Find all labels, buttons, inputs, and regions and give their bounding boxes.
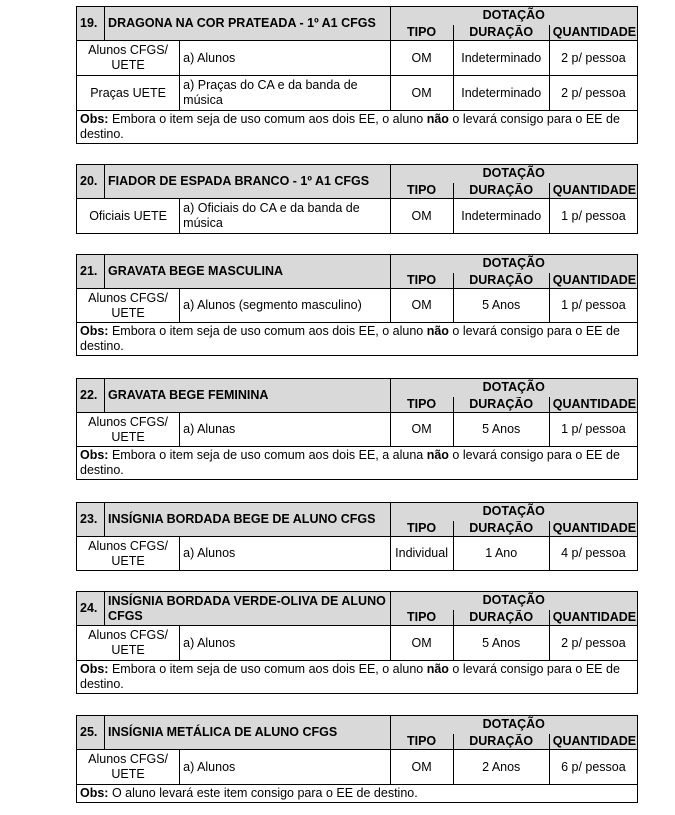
quantidade-header: QUANTIDADE — [549, 521, 637, 537]
duracao-header: DURAÇÃO — [453, 734, 549, 750]
obs-cell — [77, 111, 638, 144]
item-table — [76, 715, 638, 803]
quantidade-header: QUANTIDADE — [549, 610, 637, 626]
quantidade-cell: 1 p/ pessoa — [549, 413, 637, 447]
table-row — [77, 289, 638, 323]
duracao-cell: 2 Anos — [453, 750, 549, 785]
table-row — [77, 750, 638, 785]
obs-row — [77, 111, 638, 144]
dotacao-header: DOTAÇÃO — [390, 165, 637, 183]
tipo-cell: Individual — [390, 537, 453, 571]
quantidade-cell: 2 p/ pessoa — [549, 41, 637, 76]
header-row — [77, 592, 638, 610]
obs-text-end: o levará consigo para o EE de destino. — [80, 662, 620, 691]
item-number: 20. — [77, 165, 105, 199]
tipo-header: TIPO — [390, 734, 453, 750]
beneficiary-cell: Oficiais UETE — [77, 199, 180, 234]
item-table — [76, 6, 638, 144]
obs-label: Obs: — [80, 662, 109, 676]
dotacao-header: DOTAÇÃO — [390, 592, 637, 610]
header-row — [77, 7, 638, 25]
item-title: FIADOR DE ESPADA BRANCO - 1º A1 CFGS — [105, 165, 390, 199]
quantidade-header: QUANTIDADE — [549, 397, 637, 413]
table-row — [77, 199, 638, 234]
quantidade-cell: 1 p/ pessoa — [549, 199, 637, 234]
beneficiary-cell: Alunos CFGS/ UETE — [77, 41, 180, 76]
obs-cell — [77, 661, 638, 694]
quantidade-cell: 2 p/ pessoa — [549, 76, 637, 111]
dotacao-header: DOTAÇÃO — [390, 379, 637, 397]
beneficiary-cell: Praças UETE — [77, 76, 180, 111]
header-row — [77, 716, 638, 734]
obs-row — [77, 323, 638, 356]
item-title: INSÍGNIA BORDADA VERDE-OLIVA DE ALUNO CFGS — [105, 592, 390, 626]
dotacao-header: DOTAÇÃO — [390, 716, 637, 734]
tipo-cell: OM — [390, 199, 453, 234]
obs-label: Obs: — [80, 786, 109, 800]
obs-row — [77, 447, 638, 480]
description-cell: a) Praças do CA e da banda de música — [180, 76, 390, 111]
tipo-cell: OM — [390, 626, 453, 661]
duracao-cell: Indeterminado — [453, 199, 549, 234]
quantidade-header: QUANTIDADE — [549, 183, 637, 199]
obs-emphasis: não — [426, 448, 449, 462]
header-row — [77, 379, 638, 397]
quantidade-header: QUANTIDADE — [549, 273, 637, 289]
tipo-header: TIPO — [390, 25, 453, 41]
item-table — [76, 591, 638, 694]
table-row — [77, 41, 638, 76]
beneficiary-cell: Alunos CFGS/ UETE — [77, 750, 180, 785]
description-cell: a) Alunos — [180, 537, 390, 571]
description-cell: a) Alunos — [180, 626, 390, 661]
header-row — [77, 503, 638, 521]
obs-row — [77, 661, 638, 694]
item-title: GRAVATA BEGE MASCULINA — [105, 255, 390, 289]
quantidade-header: QUANTIDADE — [549, 734, 637, 750]
obs-emphasis: não — [426, 662, 449, 676]
duracao-header: DURAÇÃO — [453, 397, 549, 413]
obs-text-end: o levará consigo para o EE de destino. — [80, 324, 620, 353]
tipo-header: TIPO — [390, 610, 453, 626]
description-cell: a) Alunos — [180, 750, 390, 785]
tipo-cell: OM — [390, 413, 453, 447]
obs-text: O aluno levará este item consigo para o EE de destino. — [108, 786, 418, 800]
beneficiary-cell: Alunos CFGS/ UETE — [77, 413, 180, 447]
item-title: GRAVATA BEGE FEMININA — [105, 379, 390, 413]
obs-row — [77, 785, 638, 803]
tipo-header: TIPO — [390, 273, 453, 289]
quantidade-cell: 2 p/ pessoa — [549, 626, 637, 661]
item-number: 21. — [77, 255, 105, 289]
description-cell: a) Alunas — [180, 413, 390, 447]
beneficiary-cell: Alunos CFGS/ UETE — [77, 289, 180, 323]
table-row — [77, 537, 638, 571]
quantidade-cell: 1 p/ pessoa — [549, 289, 637, 323]
description-cell: a) Alunos (segmento masculino) — [180, 289, 390, 323]
tipo-header: TIPO — [390, 521, 453, 537]
obs-text: Embora o item seja de uso comum aos dois EE, a aluna — [108, 448, 427, 462]
duracao-header: DURAÇÃO — [453, 610, 549, 626]
obs-label: Obs: — [80, 324, 109, 338]
dotacao-header: DOTAÇÃO — [390, 503, 637, 521]
obs-text: Embora o item seja de uso comum aos dois EE, o aluno — [108, 324, 427, 338]
duracao-cell: 5 Anos — [453, 413, 549, 447]
tipo-cell: OM — [390, 76, 453, 111]
obs-cell — [77, 785, 638, 803]
obs-text-end: o levará consigo para o EE de destino. — [80, 112, 620, 141]
obs-cell — [77, 323, 638, 356]
header-row — [77, 255, 638, 273]
obs-emphasis: não — [426, 324, 449, 338]
item-title: INSÍGNIA METÁLICA DE ALUNO CFGS — [105, 716, 390, 750]
quantidade-cell: 4 p/ pessoa — [549, 537, 637, 571]
table-row — [77, 413, 638, 447]
quantidade-cell: 6 p/ pessoa — [549, 750, 637, 785]
duracao-cell: 5 Anos — [453, 289, 549, 323]
beneficiary-cell: Alunos CFGS/ UETE — [77, 537, 180, 571]
item-number: 23. — [77, 503, 105, 537]
beneficiary-cell: Alunos CFGS/ UETE — [77, 626, 180, 661]
duracao-header: DURAÇÃO — [453, 273, 549, 289]
table-row — [77, 76, 638, 111]
duracao-cell: Indeterminado — [453, 41, 549, 76]
obs-label: Obs: — [80, 112, 109, 126]
item-table — [76, 164, 638, 234]
obs-text: Embora o item seja de uso comum aos dois EE, o aluno — [108, 662, 427, 676]
obs-label: Obs: — [80, 448, 109, 462]
tipo-header: TIPO — [390, 397, 453, 413]
table-row — [77, 626, 638, 661]
item-number: 19. — [77, 7, 105, 41]
item-number: 22. — [77, 379, 105, 413]
quantidade-header: QUANTIDADE — [549, 25, 637, 41]
item-title: INSÍGNIA BORDADA BEGE DE ALUNO CFGS — [105, 503, 390, 537]
tipo-cell: OM — [390, 289, 453, 323]
duracao-header: DURAÇÃO — [453, 521, 549, 537]
obs-text: Embora o item seja de uso comum aos dois EE, o aluno — [108, 112, 427, 126]
dotacao-header: DOTAÇÃO — [390, 255, 637, 273]
obs-cell — [77, 447, 638, 480]
duracao-cell: 5 Anos — [453, 626, 549, 661]
obs-emphasis: não — [426, 112, 449, 126]
tipo-cell: OM — [390, 41, 453, 76]
duracao-cell: Indeterminado — [453, 76, 549, 111]
header-row — [77, 165, 638, 183]
description-cell: a) Alunos — [180, 41, 390, 76]
item-number: 24. — [77, 592, 105, 626]
item-title: DRAGONA NA COR PRATEADA - 1º A1 CFGS — [105, 7, 390, 41]
duracao-header: DURAÇÃO — [453, 25, 549, 41]
item-number: 25. — [77, 716, 105, 750]
duracao-header: DURAÇÃO — [453, 183, 549, 199]
obs-text-end: o levará consigo para o EE de destino. — [80, 448, 620, 477]
item-table — [76, 254, 638, 356]
item-table — [76, 378, 638, 480]
description-cell: a) Oficiais do CA e da banda de música — [180, 199, 390, 234]
item-table — [76, 502, 638, 571]
tipo-header: TIPO — [390, 183, 453, 199]
dotacao-header: DOTAÇÃO — [390, 7, 637, 25]
duracao-cell: 1 Ano — [453, 537, 549, 571]
tipo-cell: OM — [390, 750, 453, 785]
